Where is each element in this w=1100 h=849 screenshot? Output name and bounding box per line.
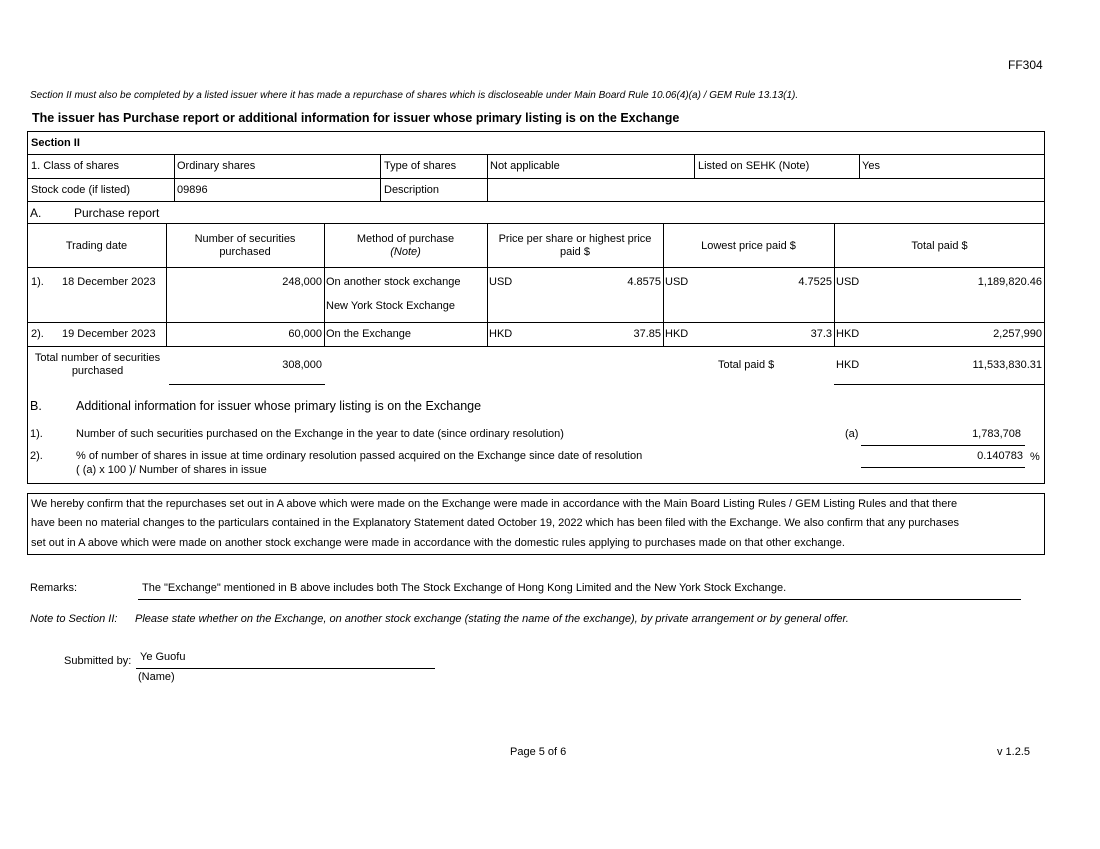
type-of-shares-label: Type of shares (384, 160, 457, 172)
row-index: 1). (31, 276, 44, 288)
class-of-shares-label: 1. Class of shares (31, 160, 120, 172)
listed-on-sehk-label: Listed on SEHK (Note) (698, 160, 810, 172)
section-heading: The issuer has Purchase report or additional information for issuer whose primary listing is on the Exchange (32, 111, 680, 125)
b2-formula: ( (a) x 100 )/ Number of shares in issue (76, 464, 267, 476)
listed-on-sehk-value: Yes (862, 160, 880, 172)
row-index: 2). (31, 328, 44, 340)
b1-index: 1). (30, 428, 43, 440)
total-number-value: 308,000 (282, 359, 322, 371)
row-total-value: 2,257,990 (993, 328, 1042, 340)
row-date: 18 December 2023 (62, 276, 156, 288)
form-version: v 1.2.5 (997, 746, 1031, 758)
row-total-currency: USD (836, 276, 860, 288)
b1-underline (861, 445, 1025, 446)
class-of-shares-value: Ordinary shares (177, 160, 256, 172)
b2-unit: % (1030, 451, 1040, 463)
submitted-by-label: Submitted by: (64, 655, 132, 667)
row-method: On another stock exchange (326, 276, 461, 288)
row-low-currency: USD (665, 276, 689, 288)
col-method-note: (Note) (390, 246, 421, 258)
row-total-currency: HKD (836, 328, 860, 340)
stock-code-value: 09896 (177, 184, 208, 196)
confirmation-line-3: set out in A above which were made on another stock exchange were made in accordance with the domestic rules applying to purchases made on that other exchange. (31, 537, 845, 549)
confirmation-line-2: have been no material changes to the particulars contained in the Explanatory Statement dated October 19, 2022 which has been filed with the Exchange. We also confirm that any purchases (31, 517, 960, 529)
submitted-name: Ye Guofu (140, 651, 186, 663)
note-text: Please state whether on the Exchange, on another stock exchange (stating the name of the exchange), by private arrangement or by general offer. (135, 613, 849, 625)
part-b-letter: B. (30, 399, 42, 413)
intro-note: Section II must also be completed by a listed issuer where it has made a repurchase of shares which is discloseable under Main Board Rule 10.06(4)(a) / GEM Rule 13.13(1). (30, 90, 799, 101)
name-caption: (Name) (138, 671, 175, 683)
description-label: Description (384, 184, 440, 196)
b2-value: 0.140783 (977, 450, 1023, 462)
row-total-value: 1,189,820.46 (977, 276, 1042, 288)
part-b-title: Additional information for issuer whose primary listing is on the Exchange (76, 399, 482, 413)
total-paid-label: Total paid $ (718, 359, 775, 371)
remarks-text: The "Exchange" mentioned in B above includes both The Stock Exchange of Hong Kong Limited and the New York Stock Exchange. (142, 582, 787, 594)
b2-underline (861, 467, 1025, 468)
remarks-label: Remarks: (30, 582, 78, 594)
col-trading-date: Trading date (65, 240, 128, 252)
row-high-currency: USD (489, 276, 513, 288)
row-high-currency: HKD (489, 328, 513, 340)
confirmation-line-1: We hereby confirm that the repurchases set out in A above which were made on the Exchange were made in accordance with the Main Board Listing Rules / GEM Listing Rules and that there (31, 498, 958, 510)
b2-index: 2). (30, 450, 43, 462)
col-highest-price: Price per share or highest price paid $ (498, 233, 652, 258)
row-low-value: 37.3 (810, 328, 832, 340)
row-method: On the Exchange (326, 328, 412, 340)
b1-text: Number of such securities purchased on the Exchange in the year to date (since ordinary resolution) (76, 428, 564, 440)
row-high-value: 4.8575 (627, 276, 661, 288)
section-title: Section II (31, 137, 80, 149)
col-total-paid: Total paid $ (911, 240, 968, 252)
row-low-value: 4.7525 (798, 276, 832, 288)
form-code: FF304 (1008, 58, 1043, 72)
type-of-shares-value: Not applicable (490, 160, 560, 172)
b2-text: % of number of shares in issue at time ordinary resolution passed acquired on the Exchange since date of resolution (76, 450, 643, 462)
row-low-currency: HKD (665, 328, 689, 340)
row-date: 19 December 2023 (62, 328, 156, 340)
b1-value: 1,783,708 (972, 428, 1021, 440)
col-method: Method of purchase (356, 233, 455, 245)
total-paid-underline (834, 384, 1045, 385)
total-paid-currency: HKD (836, 359, 860, 371)
total-paid-value: 11,533,830.31 (972, 359, 1042, 371)
total-number-label: Total number of securities purchased (34, 352, 161, 377)
row-number: 248,000 (282, 276, 322, 288)
col-lowest-price: Lowest price paid $ (701, 240, 796, 252)
note-label: Note to Section II: (30, 613, 118, 625)
part-a-title: Purchase report (74, 206, 160, 220)
row-number: 60,000 (288, 328, 322, 340)
submitted-underline (136, 668, 435, 669)
page-number: Page 5 of 6 (510, 746, 567, 758)
stock-code-label: Stock code (if listed) (31, 184, 131, 196)
remarks-underline (138, 599, 1021, 600)
row-method-detail: New York Stock Exchange (326, 300, 456, 312)
row-high-value: 37.85 (633, 328, 661, 340)
total-number-underline (169, 384, 325, 385)
b1-tag: (a) (845, 428, 859, 440)
col-number-purchased: Number of securities purchased (194, 233, 296, 258)
part-a-letter: A. (30, 206, 42, 220)
